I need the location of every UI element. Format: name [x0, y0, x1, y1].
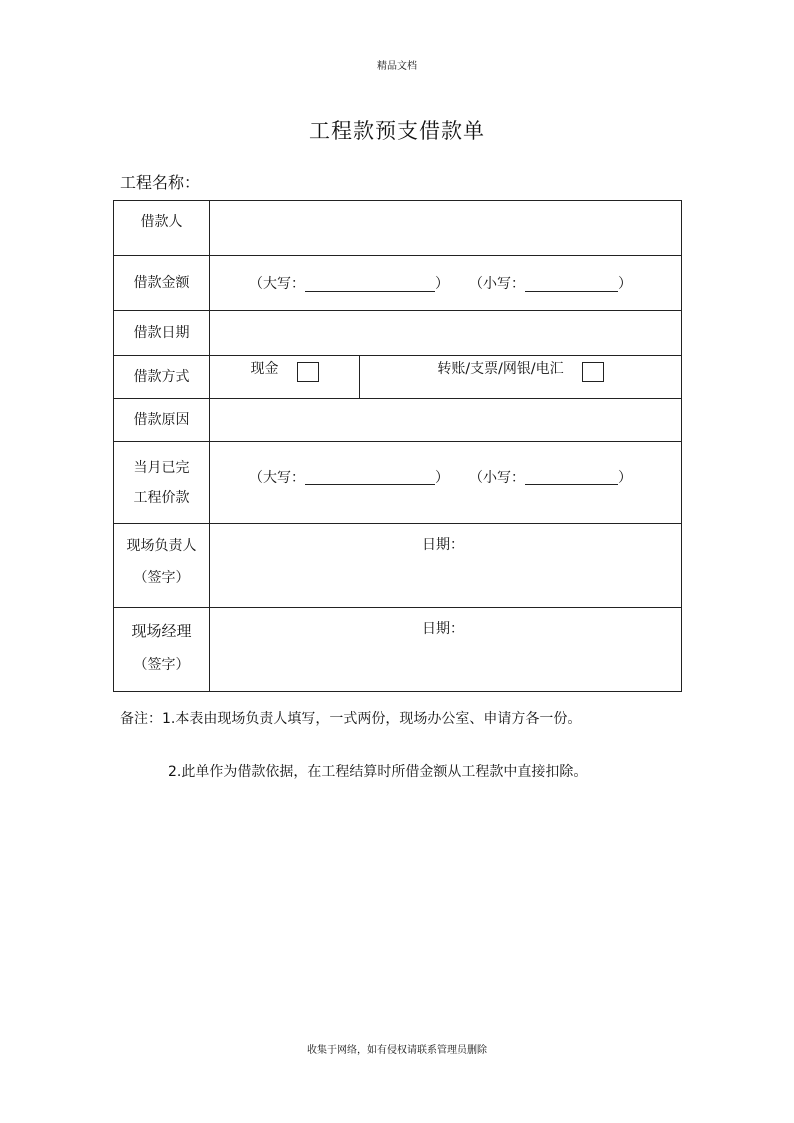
loan-form-table: [113, 200, 682, 692]
footer-note: 收集于网络，如有侵权请联系管理员删除: [307, 1045, 487, 1056]
completed-value-row: [114, 442, 682, 524]
completed-value-label-line1: 当月已完: [133, 459, 190, 476]
note-line-1: 备注：1.本表由现场负责人填写，一式两份，现场办公室、申请方各一份。: [120, 711, 582, 727]
loan-date-field[interactable]: [210, 311, 682, 356]
borrower-field[interactable]: [210, 201, 682, 256]
page-title: 工程款预支借款单: [309, 119, 485, 143]
completed-upper-close: ）: [435, 469, 449, 486]
borrower-row: [114, 201, 682, 256]
project-name-label: 工程名称：: [120, 173, 201, 192]
site-lead-label: [114, 524, 210, 608]
loan-method-row: [114, 356, 682, 399]
completed-lower-field[interactable]: [525, 468, 618, 485]
cash-option[interactable]: [210, 356, 360, 398]
amount-upper-open: （大写：: [249, 276, 305, 292]
loan-method-cell: [210, 356, 682, 399]
loan-date-row: [114, 311, 682, 356]
site-manager-label: [114, 608, 210, 692]
amount-lower-field[interactable]: [525, 275, 618, 292]
completed-lower-open: （小写：: [469, 469, 525, 486]
completed-value-cell: [210, 442, 682, 524]
completed-upper-field[interactable]: [305, 468, 435, 485]
loan-amount-label: 借款金额: [114, 256, 210, 311]
note-line-2: 2.此单作为借款依据，在工程结算时所借金额从工程款中直接扣除。: [168, 764, 588, 780]
loan-method-label: 借款方式: [114, 356, 210, 399]
site-manager-row: [114, 608, 682, 692]
site-lead-signature-field[interactable]: [210, 524, 682, 608]
amount-upper-field[interactable]: [305, 275, 435, 292]
completed-lower-close: ）: [618, 469, 632, 486]
loan-date-label: 借款日期: [114, 311, 210, 356]
completed-value-label-line2: 工程价款: [133, 489, 190, 506]
site-lead-row: [114, 524, 682, 608]
loan-amount-row: [114, 256, 682, 311]
loan-reason-label: 借款原因: [114, 399, 210, 442]
site-manager-label-line1: 现场经理: [131, 621, 192, 640]
site-manager-date-label: 日期：: [422, 621, 464, 637]
transfer-label: 转账/支票/网银/电汇: [437, 361, 564, 377]
site-lead-label-line2: （签字）: [133, 569, 190, 586]
cash-checkbox[interactable]: [297, 362, 319, 382]
header-note: 精品文档: [377, 61, 417, 72]
borrower-label: 借款人: [114, 201, 210, 256]
transfer-checkbox[interactable]: [582, 362, 604, 382]
completed-value-label: [114, 442, 210, 524]
amount-lower-open: （小写：: [469, 276, 525, 292]
project-name-row: [120, 170, 405, 193]
transfer-option[interactable]: [360, 356, 681, 398]
site-manager-signature-field[interactable]: [210, 608, 682, 692]
loan-amount-cell: [210, 256, 682, 311]
amount-upper-close: ）: [435, 276, 449, 292]
site-lead-label-line1: 现场负责人: [126, 537, 197, 554]
loan-reason-row: [114, 399, 682, 442]
completed-upper-open: （大写：: [249, 469, 305, 486]
amount-lower-close: ）: [618, 276, 632, 292]
loan-reason-field[interactable]: [210, 399, 682, 442]
site-lead-date-label: 日期：: [422, 537, 464, 553]
cash-label: 现金: [250, 361, 279, 377]
site-manager-label-line2: （签字）: [133, 656, 190, 673]
